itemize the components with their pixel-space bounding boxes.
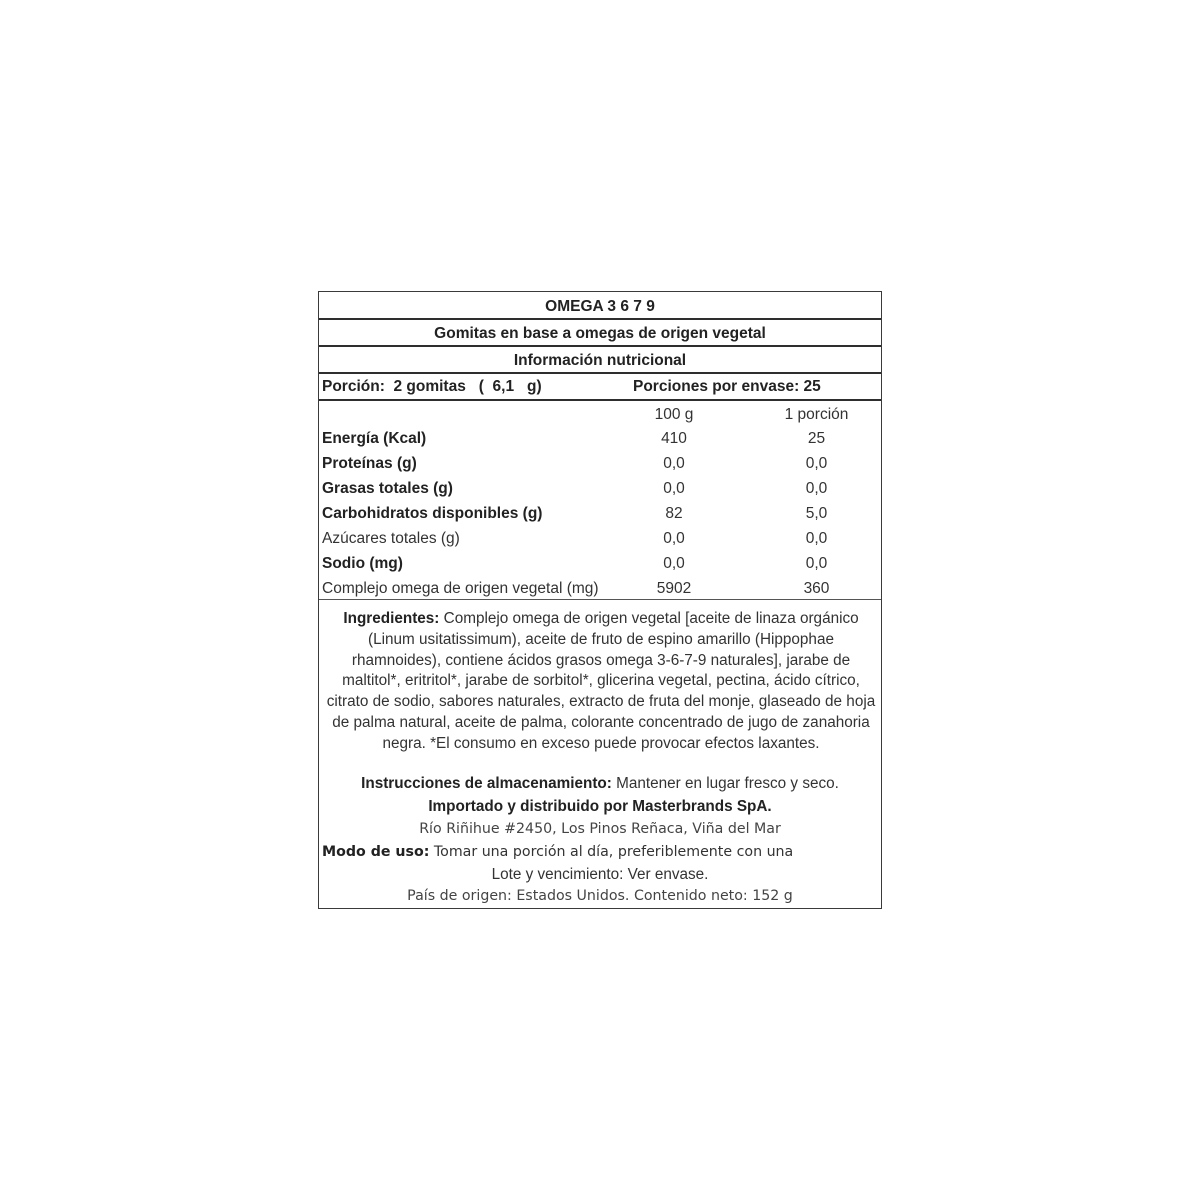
nutrient-name: Complejo omega de origen vegetal (mg) — [322, 580, 599, 597]
lot-expiry: Lote y vencimiento: Ver envase. — [491, 866, 709, 883]
product-name: OMEGA 3 6 7 9 — [545, 298, 655, 315]
storage-instructions — [319, 775, 881, 793]
ingredients-text — [323, 609, 879, 755]
storage-heading: Instrucciones de almacenamiento: — [361, 775, 612, 792]
nutrient-row-protein — [319, 455, 881, 480]
divider — [319, 599, 881, 600]
value-serving: 0,0 — [805, 480, 828, 497]
value-100g: 0,0 — [663, 555, 685, 572]
address: Río Riñihue #2450, Los Pinos Reñaca, Viña del Mar — [419, 821, 781, 837]
product-description: Gomitas en base a omegas de origen vegetal — [434, 325, 766, 342]
nutrient-name: Energía (Kcal) — [322, 430, 427, 447]
divider — [319, 345, 881, 347]
nutrition-label — [318, 291, 882, 909]
value-100g: 82 — [665, 505, 683, 522]
origin-net-content: País de origen: Estados Unidos. Contenido neto: 152 g — [407, 888, 793, 904]
ingredients-body: Complejo omega de origen vegetal [aceite de linaza orgánico (Linum usitatissimum), aceite de fruto de espino amarillo (Hippophae rhamnoides), contiene ácidos grasos omega 3-6-7-9 naturales], jarabe de maltitol*, eritritol*, jarabe de sorbitol*, glicerina vegetal, pectina, ácido cítrico, citrato de sodio, sabores naturales, extracto de fruta del monje, glaseado de hoja de palma natural, aceite de palma, colorante concentrado de jugo de zanahoria negra. *El consumo en exceso puede provocar efectos laxantes. — [326, 610, 876, 752]
value-serving: 360 — [803, 580, 830, 597]
nutrient-name: Azúcares totales (g) — [322, 530, 460, 547]
column-header-100g: 100 g — [654, 406, 694, 423]
nutrient-row-sodium — [319, 555, 881, 580]
usage-body: Tomar una porción al día, preferiblemente con una — [429, 844, 794, 860]
section-title: Información nutricional — [513, 352, 687, 369]
usage-heading: Modo de uso: — [322, 844, 430, 860]
value-100g: 0,0 — [663, 480, 685, 497]
value-serving: 5,0 — [805, 505, 828, 522]
nutrient-name: Sodio (mg) — [322, 555, 403, 572]
nutrient-name: Carbohidratos disponibles (g) — [322, 505, 543, 522]
nutrient-row-carbs — [319, 505, 881, 530]
nutrient-row-fat — [319, 480, 881, 505]
nutrient-row-omega-complex — [319, 580, 881, 605]
value-serving: 0,0 — [805, 530, 828, 547]
value-100g: 5902 — [656, 580, 692, 597]
nutrient-row-energy — [319, 430, 881, 455]
divider — [319, 372, 881, 374]
storage-body: Mantener en lugar fresco y seco. — [611, 775, 839, 792]
nutrient-name: Proteínas (g) — [322, 455, 417, 472]
divider — [319, 399, 881, 401]
ingredients-heading: Ingredientes: — [343, 610, 440, 627]
value-100g: 0,0 — [663, 455, 685, 472]
value-serving: 0,0 — [805, 455, 828, 472]
importer: Importado y distribuido por Masterbrands SpA. — [428, 798, 772, 815]
nutrient-row-sugars — [319, 530, 881, 555]
usage-instructions — [322, 844, 793, 860]
servings-per-container: Porciones por envase: 25 — [633, 378, 821, 395]
value-serving: 0,0 — [805, 555, 828, 572]
value-serving: 25 — [807, 430, 826, 447]
nutrient-name: Grasas totales (g) — [322, 480, 453, 497]
value-100g: 0,0 — [663, 530, 685, 547]
column-header-serving: 1 porción — [784, 406, 849, 423]
serving-size: Porción: 2 gomitas ( 6,1 g) — [322, 378, 542, 395]
value-100g: 410 — [661, 430, 687, 447]
divider — [319, 318, 881, 320]
